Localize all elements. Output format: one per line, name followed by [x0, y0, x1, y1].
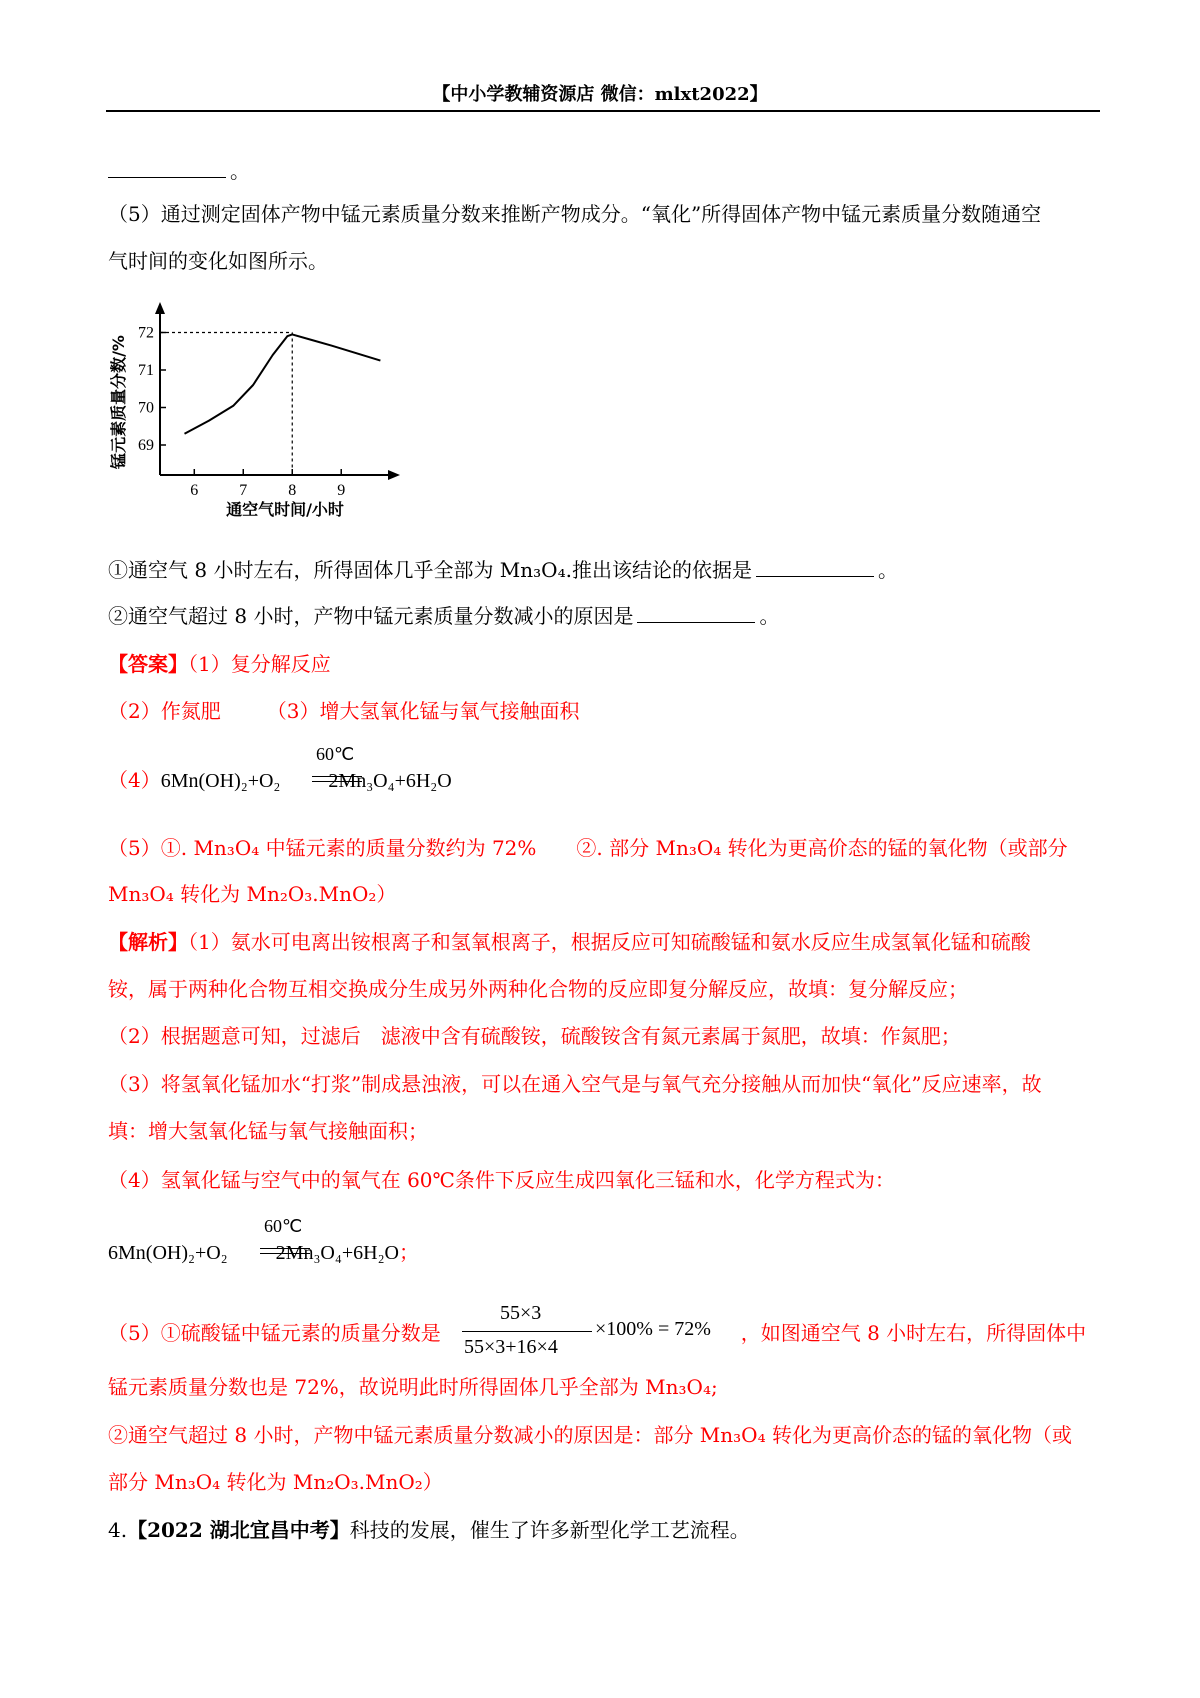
y-axis-arrow: [155, 302, 165, 314]
analysis-equation-condition: 60℃: [264, 1216, 303, 1236]
analysis-p6-line1: ②通空气超过 8 小时，产物中锰元素质量分数减小的原因是：部分 Mn₃O₄ 转化为更高价态的锰的氧化物（或: [108, 1423, 1072, 1447]
manganese-fraction-chart: [100, 290, 400, 530]
equation-condition: 60℃: [316, 744, 355, 764]
equation-right: 2Mn₃O₄+6H₂O: [328, 770, 452, 792]
analysis-p3-line1: （3）将氢氧化锰加水“打浆”制成悬浊液，可以在通入空气是与氧气充分接触从而加快“氧化”反应速率，故: [108, 1072, 1042, 1096]
y-tick-label-70: 70: [138, 399, 154, 417]
answer-line-4: （4）6Mn(OH)₂+O₂ 2Mn₃O₄+6H₂O: [108, 768, 452, 792]
data-curve: [185, 334, 381, 433]
analysis-p5-line2: 锰元素质量分数也是 72%，故说明此时所得固体几乎全部为 Mn₃O₄;: [108, 1375, 718, 1399]
answer-blank[interactable]: [108, 157, 226, 178]
y-tick-label-69: 69: [138, 437, 154, 454]
chart-y-label: 锰元素质量分数/%: [109, 335, 128, 469]
answer-line-2: （2）作氮肥 （3）增大氢氧化锰与氧气接触面积: [108, 699, 580, 723]
answer-label: 【答案】: [108, 652, 188, 676]
question-tag: 【2022 湖北宜昌中考】: [127, 1518, 350, 1542]
x-tick-label-9: 9: [337, 482, 346, 499]
q5-line2: 气时间的变化如图所示。: [108, 249, 328, 273]
fraction-bar: [462, 1331, 592, 1332]
sub-question-2: ②通空气超过 8 小时，产物中锰元素质量分数减小的原因是 。: [108, 604, 780, 628]
analysis-p5-line1: （5）①硫酸锰中锰元素的质量分数是 ，如图通空气 8 小时左右，所得固体中: [108, 1321, 1087, 1345]
analysis-label: 【解析】: [108, 930, 188, 954]
answer-blank-line: 。: [108, 156, 1100, 186]
fraction-denominator: 55×3+16×4: [464, 1336, 558, 1358]
analysis-equation: 6Mn(OH)₂+O₂ 2Mn₃O₄+6H₂O；: [108, 1240, 419, 1264]
fraction-numerator: 55×3: [500, 1302, 542, 1324]
q5-line1: （5）通过测定固体产物中锰元素质量分数来推断产物成分。“氧化”所得固体产物中锰元素质量分数随通空: [108, 202, 1042, 226]
equation-left: 6Mn(OH)₂+O₂: [160, 770, 281, 792]
answer-line-5a: （5）①. Mn₃O₄ 中锰元素的质量分数约为 72% ②. 部分 Mn₃O₄ 转化为更高价态的锰的氧化物（或部分: [108, 836, 1068, 860]
analysis-p6-line2: 部分 Mn₃O₄ 转化为 Mn₂O₃.MnO₂）: [108, 1470, 443, 1494]
chart-x-label: 通空气时间/小时: [226, 500, 344, 519]
x-tick-label-8: 8: [288, 482, 297, 499]
equation-double-line: [312, 776, 362, 782]
answer-line-1: 【答案】（1）复分解反应: [108, 652, 331, 676]
sub1-blank[interactable]: [756, 556, 874, 577]
header-rule: [106, 110, 1100, 112]
analysis-p1-line2: 铵，属于两种化合物互相交换成分生成另外两种化合物的反应即复分解反应，故填：复分解反应；: [108, 977, 968, 1001]
question-4: 4.【2022 湖北宜昌中考】科技的发展，催生了许多新型化学工艺流程。: [108, 1518, 750, 1542]
page-header: 【中小学教辅资源店 微信：mlxt2022】: [432, 84, 768, 105]
fraction-tail: ×100% = 72%: [595, 1318, 711, 1340]
x-tick-label-6: 6: [190, 482, 199, 499]
question-number: 4.: [108, 1518, 128, 1542]
x-tick-label-7: 7: [239, 482, 248, 499]
analysis-p2: （2）根据题意可知，过滤后 滤液中含有硫酸铵，硫酸铵含有氮元素属于氮肥，故填：作氮肥；: [108, 1024, 961, 1048]
y-tick-label-72: 72: [138, 324, 154, 342]
y-tick-label-71: 71: [138, 362, 154, 379]
sub2-blank[interactable]: [637, 602, 755, 623]
x-axis-arrow: [388, 470, 400, 480]
analysis-p3-line2: 填：增大氢氧化锰与氧气接触面积；: [108, 1119, 428, 1143]
analysis-p1-line1: 【解析】（1）氨水可电离出铵根离子和氢氧根离子，根据反应可知硫酸锰和氨水反应生成氢氧化锰和硫酸: [108, 930, 1031, 954]
sub-question-1: ①通空气 8 小时左右，所得固体几乎全部为 Mn₃O₄.推出该结论的依据是 。: [108, 558, 898, 582]
analysis-equation-double-line: [260, 1248, 310, 1254]
analysis-p4: （4）氢氧化锰与空气中的氧气在 60℃条件下反应生成四氧化三锰和水，化学方程式为：: [108, 1168, 895, 1192]
answer-line-5b: Mn₃O₄ 转化为 Mn₂O₃.MnO₂）: [108, 882, 397, 906]
